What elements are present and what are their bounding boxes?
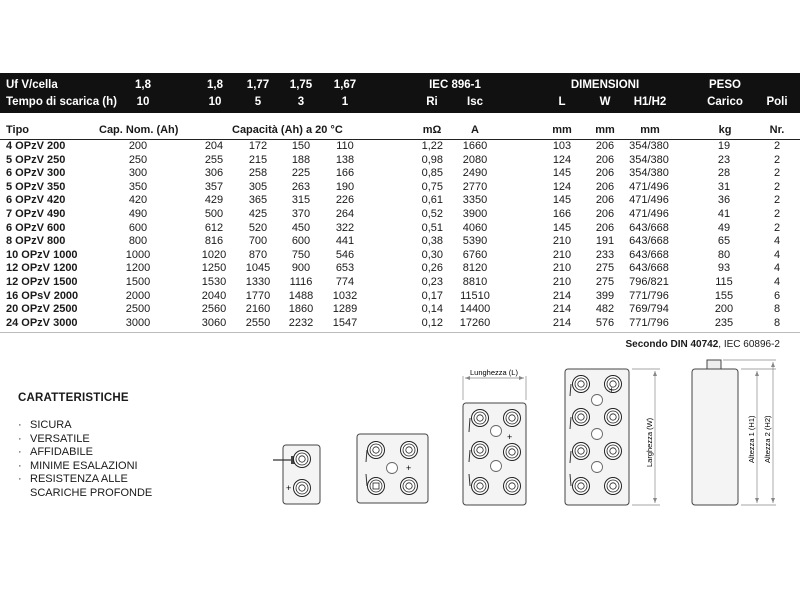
row-w: 206 bbox=[595, 208, 615, 220]
row-cap-nom: 250 bbox=[128, 153, 148, 166]
row-h: 354/380 bbox=[629, 140, 669, 152]
row-tipo: 8 OPzV 800 bbox=[6, 235, 66, 248]
battery-4-poles-drawing bbox=[357, 434, 428, 503]
row-cap-10h-b: 1770 bbox=[245, 289, 271, 302]
dimension-h2-label: Altezza 2 (H2) bbox=[763, 415, 772, 463]
row-cap-5h: 1488 bbox=[288, 289, 314, 302]
row-kg: 23 bbox=[717, 153, 731, 166]
row-h: 643/668 bbox=[629, 235, 669, 248]
row-ri: 0,12 bbox=[421, 316, 443, 329]
row-tipo: 4 OPzV 200 bbox=[6, 140, 66, 152]
col-kg: kg bbox=[718, 124, 732, 136]
row-tipo: 12 OPzV 1500 bbox=[6, 276, 78, 288]
row-isc: 17260 bbox=[459, 316, 491, 329]
header-tempo-value: 10 bbox=[136, 96, 150, 108]
row-isc: 8810 bbox=[462, 276, 488, 288]
row-cap-1h: 190 bbox=[335, 180, 355, 193]
row-cap-1h: 546 bbox=[335, 248, 355, 261]
row-l: 214 bbox=[552, 316, 572, 329]
row-isc: 2770 bbox=[462, 180, 488, 193]
header-tempo-value: 10 bbox=[208, 96, 222, 108]
dimension-h1-label: Altezza 1 (H1) bbox=[747, 415, 756, 463]
row-l: 166 bbox=[552, 208, 572, 220]
row-cap-5h: 900 bbox=[291, 262, 311, 275]
row-cap-10h: 429 bbox=[204, 194, 224, 207]
header-carico: Carico bbox=[707, 96, 743, 108]
row-cap-10h-b: 2550 bbox=[245, 316, 271, 329]
row-ri: 0,17 bbox=[421, 289, 443, 302]
row-cap-1h: 1289 bbox=[332, 303, 358, 316]
col-tipo: Tipo bbox=[6, 124, 30, 136]
row-poli: 4 bbox=[773, 276, 781, 288]
col-nr: Nr. bbox=[769, 124, 785, 136]
row-cap-10h: 612 bbox=[204, 221, 224, 234]
row-cap-10h: 306 bbox=[204, 167, 224, 180]
row-cap-10h: 3060 bbox=[201, 316, 227, 329]
row-cap-5h: 225 bbox=[291, 167, 311, 180]
row-cap-10h-b: 258 bbox=[248, 167, 268, 180]
battery-2-poles-drawing bbox=[273, 445, 320, 504]
row-cap-5h: 1116 bbox=[289, 276, 313, 288]
row-w: 206 bbox=[595, 153, 615, 166]
row-cap-nom: 350 bbox=[128, 180, 148, 193]
col-isc-unit: A bbox=[471, 124, 479, 136]
row-cap-nom: 3000 bbox=[125, 316, 151, 329]
row-cap-1h: 1032 bbox=[332, 289, 358, 302]
row-cap-5h: 450 bbox=[291, 221, 311, 234]
row-ri: 0,14 bbox=[421, 303, 443, 316]
row-l: 124 bbox=[552, 153, 572, 166]
row-ri: 1,22 bbox=[421, 140, 443, 152]
row-cap-10h-b: 425 bbox=[248, 208, 268, 220]
feature-item: · MINIME ESALAZIONI bbox=[18, 459, 138, 472]
col-w-unit: mm bbox=[595, 124, 615, 136]
row-w: 206 bbox=[595, 194, 615, 207]
row-tipo: 24 OPzV 3000 bbox=[6, 316, 78, 329]
row-tipo: 6 OPzV 300 bbox=[6, 167, 66, 180]
row-cap-10h: 1530 bbox=[201, 276, 227, 288]
row-cap-1h: 264 bbox=[335, 208, 355, 220]
row-cap-5h: 315 bbox=[291, 194, 311, 207]
row-h: 771/796 bbox=[629, 289, 669, 302]
row-cap-10h-b: 215 bbox=[248, 153, 268, 166]
row-poli: 8 bbox=[773, 303, 781, 316]
row-tipo: 12 OPzV 1200 bbox=[6, 262, 78, 275]
row-w: 206 bbox=[595, 221, 615, 234]
row-poli: 2 bbox=[773, 140, 781, 152]
row-cap-nom: 420 bbox=[128, 194, 148, 207]
header-uf-value: 1,67 bbox=[333, 79, 357, 91]
row-cap-10h: 1250 bbox=[201, 262, 227, 275]
row-cap-1h: 774 bbox=[335, 276, 355, 288]
row-ri: 0,98 bbox=[421, 153, 443, 166]
row-cap-10h: 2040 bbox=[201, 289, 227, 302]
row-cap-10h: 357 bbox=[204, 180, 224, 193]
header-tempo-value: 1 bbox=[341, 96, 349, 108]
row-kg: 28 bbox=[717, 167, 731, 180]
row-cap-5h: 2232 bbox=[288, 316, 314, 329]
row-ri: 0,51 bbox=[421, 221, 443, 234]
row-cap-nom: 1200 bbox=[125, 262, 151, 275]
row-l: 214 bbox=[552, 289, 572, 302]
header-uf-value: 1,75 bbox=[289, 79, 313, 91]
row-poli: 6 bbox=[773, 289, 781, 302]
row-cap-10h-b: 365 bbox=[248, 194, 268, 207]
row-h: 471/496 bbox=[629, 208, 669, 220]
row-w: 399 bbox=[595, 289, 615, 302]
row-cap-10h-b: 700 bbox=[248, 235, 268, 248]
header-poli: Poli bbox=[766, 96, 788, 108]
row-cap-10h-b: 172 bbox=[248, 140, 268, 152]
row-isc: 2490 bbox=[462, 167, 488, 180]
features-title: CARATTERISTICHE bbox=[18, 392, 129, 404]
row-cap-5h: 600 bbox=[291, 235, 311, 248]
row-h: 354/380 bbox=[629, 167, 669, 180]
row-ri: 0,38 bbox=[421, 235, 443, 248]
row-h: 643/668 bbox=[629, 221, 669, 234]
row-cap-nom: 2500 bbox=[125, 303, 151, 316]
row-isc: 14400 bbox=[459, 303, 491, 316]
row-l: 210 bbox=[552, 248, 572, 261]
row-isc: 2080 bbox=[462, 153, 488, 166]
col-h-unit: mm bbox=[640, 124, 660, 136]
row-ri: 0,26 bbox=[421, 262, 443, 275]
plus-sign: + bbox=[406, 463, 412, 473]
header-h: H1/H2 bbox=[633, 96, 667, 108]
row-h: 796/821 bbox=[629, 276, 669, 288]
row-cap-1h: 653 bbox=[335, 262, 355, 275]
row-cap-10h-b: 1330 bbox=[245, 276, 271, 288]
row-cap-1h: 441 bbox=[335, 235, 355, 248]
header-l: L bbox=[558, 96, 566, 108]
row-isc: 3350 bbox=[462, 194, 488, 207]
row-l: 145 bbox=[552, 194, 572, 207]
row-poli: 2 bbox=[773, 167, 781, 180]
row-cap-1h: 226 bbox=[335, 194, 355, 207]
row-isc: 11510 bbox=[460, 289, 490, 302]
row-tipo: 6 OPzV 420 bbox=[6, 194, 66, 207]
row-kg: 36 bbox=[717, 194, 731, 207]
row-cap-10h: 2560 bbox=[201, 303, 227, 316]
row-h: 471/496 bbox=[629, 194, 669, 207]
row-cap-5h: 188 bbox=[291, 153, 311, 166]
row-tipo: 10 OPzV 1000 bbox=[6, 248, 78, 261]
row-w: 191 bbox=[595, 235, 615, 248]
row-l: 210 bbox=[552, 235, 572, 248]
row-cap-nom: 1000 bbox=[125, 248, 151, 261]
header-uf-value: 1,8 bbox=[207, 79, 223, 91]
row-isc: 6760 bbox=[462, 248, 488, 261]
row-w: 206 bbox=[595, 140, 615, 152]
row-cap-1h: 322 bbox=[335, 221, 355, 234]
row-l: 103 bbox=[552, 140, 572, 152]
header-uf-value: 1,77 bbox=[246, 79, 270, 91]
row-l: 124 bbox=[552, 180, 572, 193]
row-ri: 0,52 bbox=[421, 208, 443, 220]
row-isc: 1660 bbox=[462, 140, 488, 152]
row-h: 471/496 bbox=[629, 180, 669, 193]
row-cap-5h: 1860 bbox=[288, 303, 314, 316]
header-tempo-label: Tempo di scarica (h) bbox=[6, 96, 117, 108]
row-cap-5h: 750 bbox=[291, 248, 311, 261]
row-l: 214 bbox=[552, 303, 572, 316]
row-h: 643/668 bbox=[629, 262, 669, 275]
standard-note-rest: , IEC 60896-2 bbox=[718, 339, 780, 350]
header-w: W bbox=[599, 96, 611, 108]
row-cap-1h: 110 bbox=[336, 140, 354, 152]
header-uf-label: Uf V/cella bbox=[6, 79, 58, 91]
plus-sign: + bbox=[609, 385, 615, 395]
row-l: 210 bbox=[552, 276, 572, 288]
row-w: 206 bbox=[595, 167, 615, 180]
row-l: 145 bbox=[552, 167, 572, 180]
row-cap-10h-b: 520 bbox=[248, 221, 268, 234]
header-tempo-value: 5 bbox=[254, 96, 262, 108]
row-cap-nom: 800 bbox=[128, 235, 148, 248]
row-isc: 3900 bbox=[462, 208, 488, 220]
row-h: 769/794 bbox=[629, 303, 669, 316]
row-cap-10h: 1020 bbox=[201, 248, 227, 261]
row-poli: 2 bbox=[773, 194, 781, 207]
row-kg: 19 bbox=[717, 140, 731, 152]
row-ri: 0,23 bbox=[421, 276, 443, 288]
row-h: 354/380 bbox=[629, 153, 669, 166]
row-w: 233 bbox=[595, 248, 615, 261]
row-ri: 0,85 bbox=[421, 167, 443, 180]
row-poli: 2 bbox=[773, 221, 781, 234]
row-kg: 31 bbox=[717, 180, 731, 193]
row-tipo: 16 OPsV 2000 bbox=[6, 289, 79, 302]
row-kg: 93 bbox=[717, 262, 731, 275]
row-poli: 2 bbox=[773, 208, 781, 220]
row-isc: 4060 bbox=[462, 221, 488, 234]
standard-note-bold: Secondo DIN 40742 bbox=[625, 339, 719, 350]
row-cap-nom: 1500 bbox=[125, 276, 151, 288]
row-poli: 2 bbox=[773, 153, 781, 166]
row-cap-nom: 490 bbox=[128, 208, 148, 220]
header-dimensioni: DIMENSIONI bbox=[570, 79, 640, 91]
dimension-length-label: Lunghezza (L) bbox=[470, 368, 518, 377]
row-cap-10h-b: 305 bbox=[248, 180, 268, 193]
row-cap-1h: 138 bbox=[335, 153, 355, 166]
feature-item: · VERSATILE bbox=[18, 432, 90, 445]
header-ri: Ri bbox=[426, 96, 438, 108]
row-cap-10h-b: 870 bbox=[248, 248, 268, 261]
col-ri-unit: mΩ bbox=[422, 124, 442, 136]
row-h: 643/668 bbox=[629, 248, 669, 261]
row-poli: 8 bbox=[773, 316, 781, 329]
header-uf-value: 1,8 bbox=[135, 79, 151, 91]
row-w: 482 bbox=[595, 303, 615, 316]
row-cap-10h: 500 bbox=[204, 208, 224, 220]
col-capacita: Capacità (Ah) a 20 °C bbox=[232, 124, 343, 136]
row-kg: 200 bbox=[714, 303, 734, 316]
row-tipo: 6 OPzV 600 bbox=[6, 221, 66, 234]
row-poli: 4 bbox=[773, 248, 781, 261]
row-tipo: 5 OPzV 250 bbox=[6, 153, 66, 166]
row-cap-nom: 600 bbox=[128, 221, 148, 234]
row-l: 145 bbox=[552, 221, 572, 234]
header-tempo-value: 3 bbox=[297, 96, 305, 108]
battery-6-poles-drawing bbox=[463, 376, 526, 505]
col-l-unit: mm bbox=[552, 124, 572, 136]
feature-item: · SICURA bbox=[18, 419, 72, 431]
header-iec: IEC 896-1 bbox=[429, 79, 481, 91]
dimension-width-label: Larghezza (W) bbox=[645, 417, 654, 467]
row-kg: 41 bbox=[717, 208, 731, 220]
row-isc: 8120 bbox=[462, 262, 488, 275]
row-kg: 49 bbox=[717, 221, 731, 234]
row-cap-10h: 255 bbox=[204, 153, 224, 166]
row-cap-10h: 204 bbox=[204, 140, 224, 152]
header-isc: Isc bbox=[467, 96, 483, 108]
row-ri: 0,75 bbox=[421, 180, 443, 193]
row-tipo: 7 OPzV 490 bbox=[6, 208, 66, 220]
header-peso: PESO bbox=[709, 79, 741, 91]
row-kg: 65 bbox=[717, 235, 731, 248]
feature-item: · AFFIDABILE bbox=[18, 446, 93, 458]
row-w: 576 bbox=[595, 316, 615, 329]
col-cap-nom: Cap. Nom. (Ah) bbox=[99, 124, 179, 136]
row-cap-5h: 263 bbox=[291, 180, 311, 193]
row-h: 771/796 bbox=[629, 316, 669, 329]
row-cap-1h: 166 bbox=[335, 167, 355, 180]
row-cap-5h: 150 bbox=[291, 140, 311, 152]
row-w: 206 bbox=[595, 180, 615, 193]
row-kg: 80 bbox=[717, 248, 731, 261]
row-kg: 235 bbox=[714, 316, 734, 329]
row-cap-10h: 816 bbox=[204, 235, 224, 248]
row-w: 275 bbox=[595, 276, 615, 288]
row-cap-nom: 2000 bbox=[125, 289, 151, 302]
row-poli: 2 bbox=[773, 180, 781, 193]
row-l: 210 bbox=[552, 262, 572, 275]
row-poli: 4 bbox=[773, 235, 781, 248]
row-w: 275 bbox=[595, 262, 615, 275]
row-cap-5h: 370 bbox=[291, 208, 311, 220]
row-isc: 5390 bbox=[462, 235, 488, 248]
row-kg: 115 bbox=[715, 276, 733, 288]
row-cap-10h-b: 1045 bbox=[245, 262, 271, 275]
row-tipo: 20 OPzV 2500 bbox=[6, 303, 78, 316]
row-cap-nom: 200 bbox=[128, 140, 148, 152]
row-ri: 0,30 bbox=[421, 248, 443, 261]
row-poli: 4 bbox=[773, 262, 781, 275]
row-tipo: 5 OPzV 350 bbox=[6, 180, 66, 193]
feature-item: · RESISTENZA ALLE SCARICHE PROFONDE bbox=[18, 473, 153, 499]
plus-sign: + bbox=[507, 432, 513, 442]
plus-sign: + bbox=[286, 483, 292, 493]
row-ri: 0,61 bbox=[421, 194, 443, 207]
row-cap-1h: 1547 bbox=[332, 316, 358, 329]
row-kg: 155 bbox=[714, 289, 734, 302]
row-cap-nom: 300 bbox=[128, 167, 148, 180]
row-cap-10h-b: 2160 bbox=[245, 303, 271, 316]
